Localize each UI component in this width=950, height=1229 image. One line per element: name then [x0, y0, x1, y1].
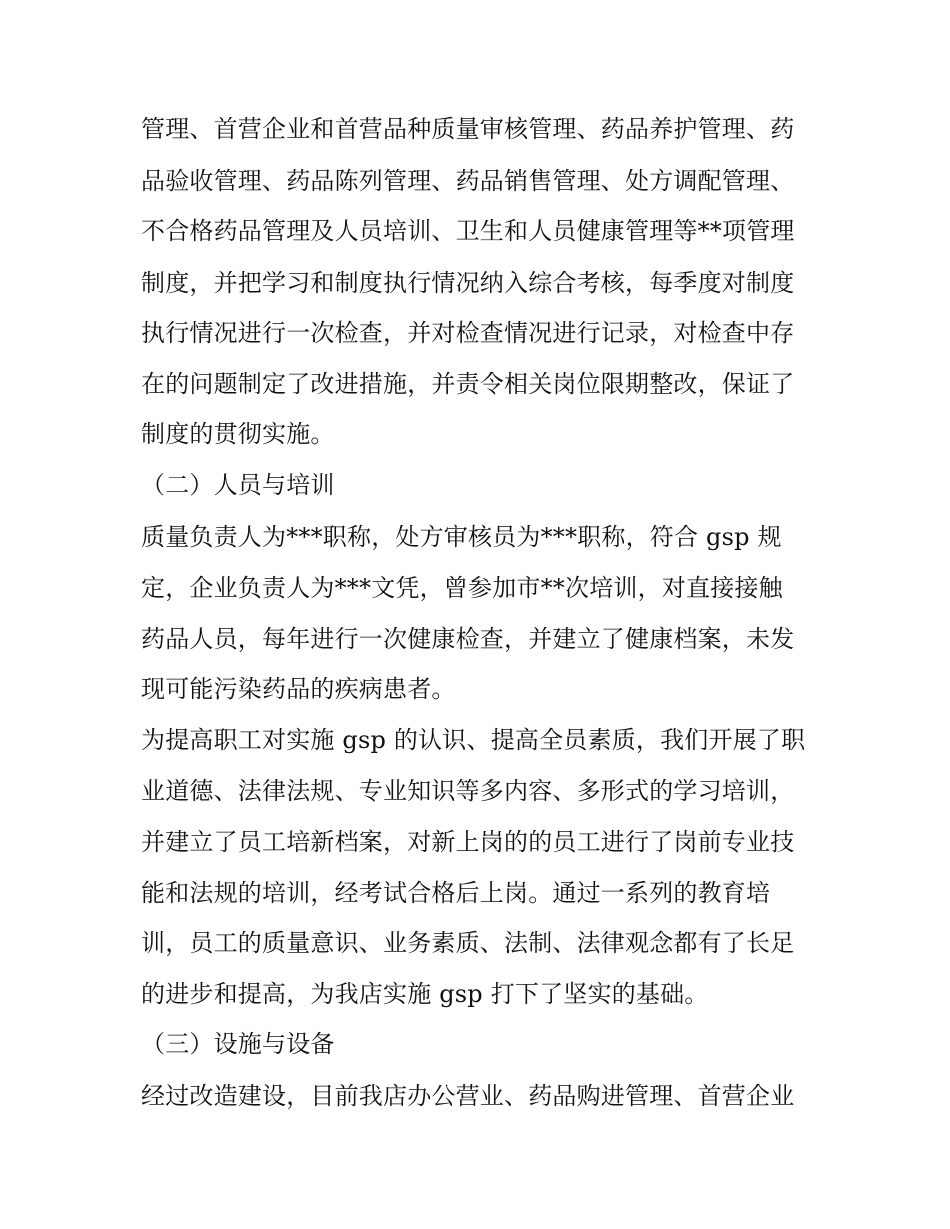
text-line: 药品人员，每年进行一次健康检查，并建立了健康档案，未发	[141, 625, 795, 653]
section-heading: （三）设施与设备	[141, 1030, 335, 1058]
text-line: 的进步和提高，为我店实施 gsp 打下了坚实的基础。	[141, 980, 709, 1008]
text-line: 经过改造建设，目前我店办公营业、药品购进管理、首营企业	[141, 1082, 795, 1110]
text-line: 不合格药品管理及人员培训、卫生和人员健康管理等**项管理	[141, 217, 795, 245]
text-line: 管理、首营企业和首营品种质量审核管理、药品养护管理、药	[141, 115, 795, 143]
text-line: 在的问题制定了改进措施，并责令相关岗位限期整改，保证了	[141, 370, 795, 398]
text-line: 训，员工的质量意识、业务素质、法制、法律观念都有了长足	[141, 929, 795, 957]
section-heading: （二）人员与培训	[141, 471, 335, 499]
text-line: 并建立了员工培新档案，对新上岗的的员工进行了岗前专业技	[141, 828, 795, 856]
text-line: 制度的贯彻实施。	[141, 420, 335, 448]
text-line: 执行情况进行一次检查，并对检查情况进行记录，对检查中存	[141, 319, 795, 347]
text-line: 能和法规的培训，经考试合格后上岗。通过一系列的教育培	[141, 879, 771, 907]
text-line: 为提高职工对实施 gsp 的认识、提高全员素质，我们开展了职	[141, 726, 806, 754]
text-line: 品验收管理、药品陈列管理、药品销售管理、处方调配管理、	[141, 167, 795, 195]
text-line: 现可能污染药品的疾病患者。	[141, 675, 456, 703]
text-line: 制度，并把学习和制度执行情况纳入综合考核，每季度对制度	[141, 269, 795, 297]
text-line: 业道德、法律法规、专业知识等多内容、多形式的学习培训，	[141, 777, 795, 805]
text-line: 定，企业负责人为***文凭，曾参加市**次培训，对直接接触	[141, 574, 783, 602]
text-line: 质量负责人为***职称，处方审核员为***职称，符合 gsp 规	[141, 523, 782, 551]
